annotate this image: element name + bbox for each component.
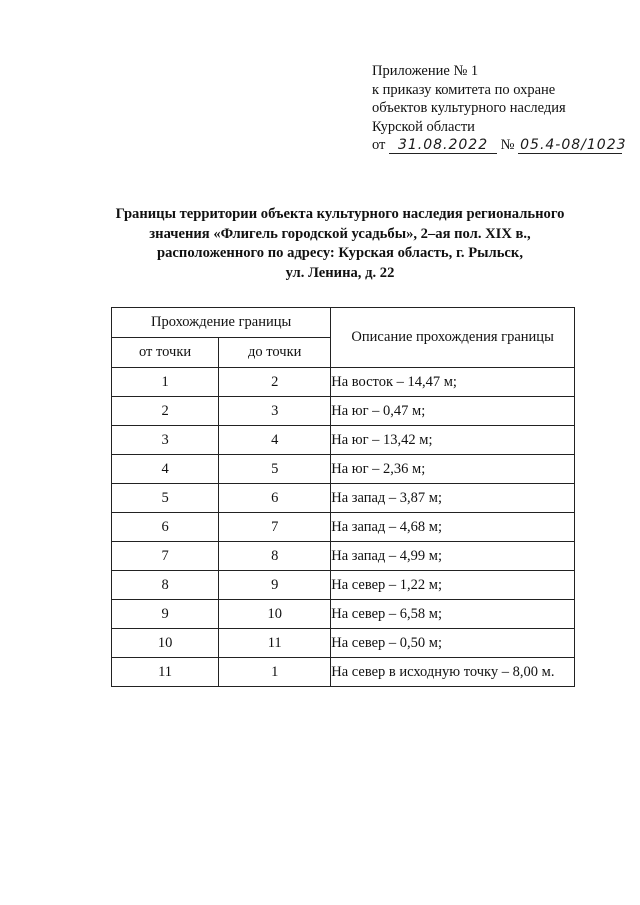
appendix-title: Приложение № 1 <box>372 63 479 79</box>
to-point-cell: 8 <box>219 542 331 571</box>
description-cell: На запад – 3,87 м; <box>331 484 575 513</box>
from-point-cell: 2 <box>112 397 219 426</box>
from-point-cell: 3 <box>112 426 219 455</box>
table-row <box>112 368 575 397</box>
appendix-region-line: Курской области <box>372 118 475 135</box>
to-point-cell: 4 <box>219 426 331 455</box>
table-row <box>112 658 575 687</box>
from-point-cell: 5 <box>112 484 219 513</box>
to-point-cell: 1 <box>219 658 331 687</box>
to-point-cell: 3 <box>219 397 331 426</box>
from-point-cell: 11 <box>112 658 219 687</box>
description-cell: На юг – 0,47 м; <box>331 397 575 426</box>
header-from-point: от точки <box>112 338 219 368</box>
to-point-cell: 7 <box>219 513 331 542</box>
from-point-cell: 8 <box>112 571 219 600</box>
title-line-3: расположенного по адресу: Курская область, г. Рыльск, <box>157 245 523 261</box>
from-point-cell: 4 <box>112 455 219 484</box>
header-passage: Прохождение границы <box>112 308 331 338</box>
title-line-2: значения «Флигель городской усадьбы», 2–ая пол. XIX в., <box>149 225 531 242</box>
handwritten-order-number: 05.4-08/1023 <box>520 137 627 153</box>
description-cell: На юг – 2,36 м; <box>331 455 575 484</box>
appendix-order-line: к приказу комитета по охране <box>372 81 556 98</box>
boundary-table <box>111 307 575 687</box>
title-line-1: Границы территории объекта культурного наследия регионального <box>115 206 565 222</box>
document-title <box>80 205 600 283</box>
description-cell: На запад – 4,99 м; <box>331 542 575 571</box>
description-cell: На восток – 14,47 м; <box>331 368 575 397</box>
to-point-cell: 2 <box>219 368 331 397</box>
description-cell: На север – 1,22 м; <box>331 571 575 600</box>
handwritten-date: 31.08.2022 <box>389 138 497 154</box>
from-point-cell: 10 <box>112 629 219 658</box>
header-to-point: до точки <box>219 338 331 368</box>
description-cell: На юг – 13,42 м; <box>331 426 575 455</box>
appendix-committee-line: объектов культурного наследия <box>372 100 566 116</box>
appendix-block <box>372 62 627 155</box>
header-description: Описание прохождения границы <box>331 308 575 368</box>
table-row <box>112 397 575 426</box>
from-point-cell: 7 <box>112 542 219 571</box>
to-point-cell: 6 <box>219 484 331 513</box>
table-row <box>112 542 575 571</box>
table-row <box>112 484 575 513</box>
table-row <box>112 571 575 600</box>
title-line-4: ул. Ленина, д. 22 <box>285 264 395 281</box>
description-cell: На запад – 4,68 м; <box>331 513 575 542</box>
to-point-cell: 11 <box>219 629 331 658</box>
from-point-cell: 9 <box>112 600 219 629</box>
date-prefix: от <box>372 137 386 153</box>
table-row <box>112 426 575 455</box>
to-point-cell: 10 <box>219 600 331 629</box>
table-row <box>112 455 575 484</box>
appendix-date-number-line <box>372 136 627 155</box>
to-point-cell: 9 <box>219 571 331 600</box>
from-point-cell: 1 <box>112 368 219 397</box>
description-cell: На север – 0,50 м; <box>331 629 575 658</box>
description-cell: На север – 6,58 м; <box>331 600 575 629</box>
from-point-cell: 6 <box>112 513 219 542</box>
table-row <box>112 629 575 658</box>
table-row <box>112 600 575 629</box>
table-row <box>112 513 575 542</box>
to-point-cell: 5 <box>219 455 331 484</box>
table-body <box>112 368 575 687</box>
number-prefix: № <box>500 137 515 153</box>
description-cell: На север в исходную точку – 8,00 м. <box>331 658 575 687</box>
